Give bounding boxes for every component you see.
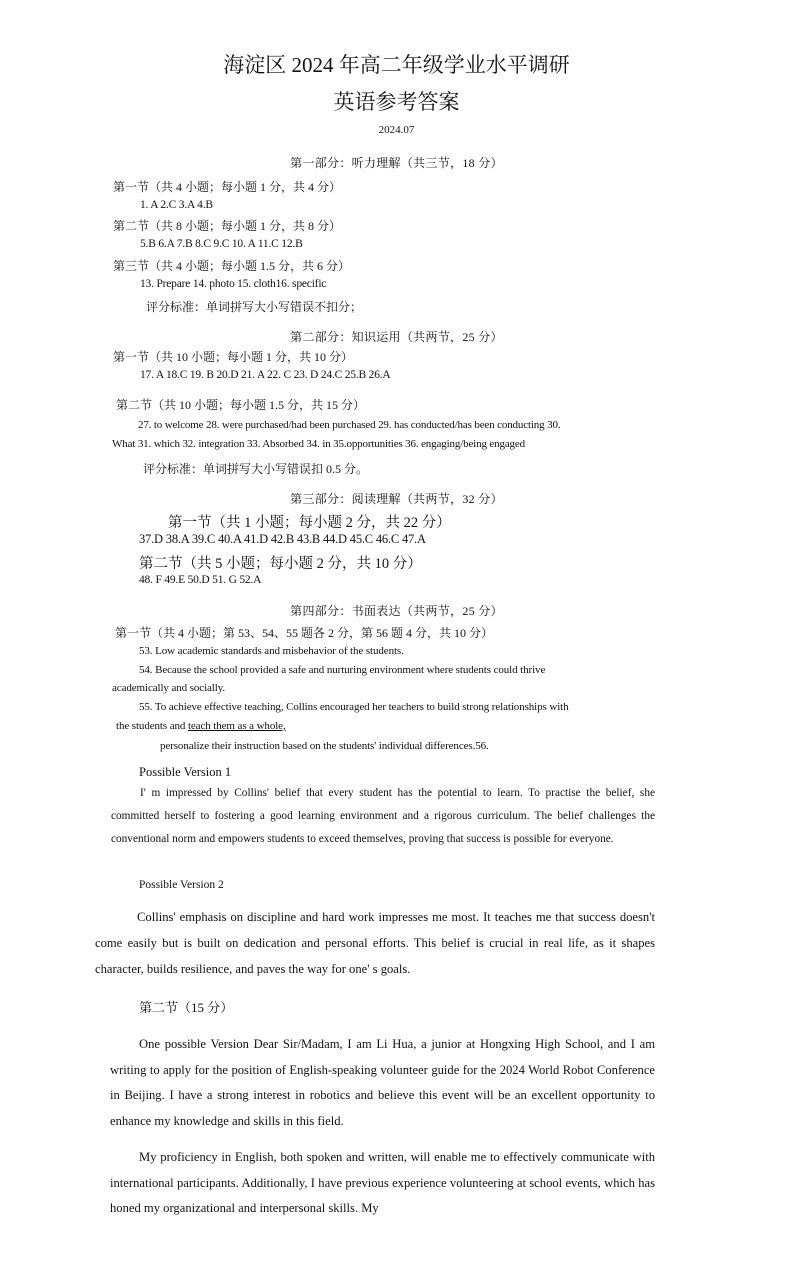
part1-heading: 第一部分：听力理解（共三节，18 分） [290,156,503,170]
part1-section1-heading: 第一节（共 4 小题；每小题 1 分，共 4 分） [113,180,342,194]
answer-55-underlined-text: teach them as a whole, [187,720,286,732]
page-title: 海淀区 2024 年高二年级学业水平调研 [223,53,570,77]
version1-text: I' m impressed by Collins' belief that every student has the potential to learn. To practise the belief, she committed herself to fostering a good learning environment and a rigorous curriculum. The belief challenges the conventional norm and empowers students to exceed themselves, proving that success is possible for everyone. [111,787,655,845]
part2-section2-heading: 第二节（共 10 小题；每小题 1.5 分，共 15 分） [116,398,366,412]
part3-heading: 第三部分：阅读理解（共两节，32 分） [290,492,503,506]
part4-heading: 第四部分：书面表达（共两节，25 分） [290,604,503,618]
part3-section2-heading: 第二节（共 5 小题；每小题 2 分，共 10 分） [139,556,422,572]
answer-54-line1: 54. Because the school provided a safe and nurturing environment where students could thrive [139,664,546,676]
part2-section1-answers: 17. A 18.C 19. B 20.D 21. A 22. C 23. D 24.C 25.B 26.A [140,369,391,381]
part4-section2-heading: 第二节（15 分） [139,1000,234,1015]
answer-55-line3: personalize their instruction based on the students' individual differences.56. [160,740,489,752]
part3-section1-heading: 第一节（共 1 小题；每小题 2 分，共 22 分） [168,515,451,531]
page-date: 2024.07 [378,124,415,136]
answer-53: 53. Low academic standards and misbehavior of the students. [139,645,404,657]
part3-section1-answers: 37.D 38.A 39.C 40.A 41.D 42.B 43.B 44.D 45.C 46.C 47.A [139,532,426,546]
answer-55-line1: 55. To achieve effective teaching, Collins encouraged her teachers to build strong relationships with [139,701,569,713]
part1-section3-heading: 第三节（共 4 小题；每小题 1.5 分，共 6 分） [113,259,351,273]
letter-paragraph-2: My proficiency in English, both spoken and written, will enable me to effectively communicate with international participants. Additionally, I have previous experience volunteering at school events, which has honed my organizational and interpersonal skills. My [110,1150,655,1215]
part2-section1-heading: 第一节（共 10 小题；每小题 1 分，共 10 分） [113,350,354,364]
part1-section3-answers: 13. Prepare 14. photo 15. cloth16. specific [140,278,327,290]
answer-54-line2: academically and socially. [112,682,226,694]
page-subtitle: 英语参考答案 [333,90,460,114]
part2-section2-answers-line1: 27. to welcome 28. were purchased/had been purchased 29. has conducted/has been conducting 30. [138,419,561,431]
part3-section2-answers: 48. F 49.E 50.D 51. G 52.A [139,574,262,586]
part4-section1-heading: 第一节（共 4 小题；第 53、54、55 题各 2 分，第 56 题 4 分，共 10 分） [115,626,494,640]
version1-label: Possible Version 1 [139,765,232,779]
part2-section2-answers-line2: What 31. which 32. integration 33. Absorbed 34. in 35.opportunities 36. engaging/being engaged [112,438,525,450]
part1-criteria: 评分标准：单词拼写大小写错误不扣分； [146,300,363,314]
letter-paragraph-1: One possible Version Dear Sir/Madam, I am Li Hua, a junior at Hongxing High School, and I am writing to apply for the position of English-speaking volunteer guide for the 2024 World Robot Conference in Beijing. I have a strong interest in robotics and believe this event will be an excellent opportunity to enhance my knowledge and skills in this field. [110,1037,655,1128]
version2-label: Possible Version 2 [139,879,224,891]
part1-section2-answers: 5.B 6.A 7.B 8.C 9.C 10. A 11.C 12.B [140,238,303,250]
part1-section1-answers: 1. A 2.C 3.A 4.B [140,199,213,211]
part2-heading: 第二部分：知识运用（共两节，25 分） [290,330,503,344]
answer-55-line2 [116,720,286,732]
version2-text: Collins' emphasis on discipline and hard work impresses me most. It teaches me that success doesn't come easily but is built on dedication and personal efforts. This belief is crucial in real life, as it shapes character, builds resilience, and paves the way for one' s goals. [95,910,655,976]
part2-criteria: 评分标准：单词拼写大小写错误扣 0.5 分。 [143,462,369,476]
answer-55-line2-text: the students and [116,720,188,732]
part1-section2-heading: 第二节（共 8 小题；每小题 1 分，共 8 分） [113,219,342,233]
